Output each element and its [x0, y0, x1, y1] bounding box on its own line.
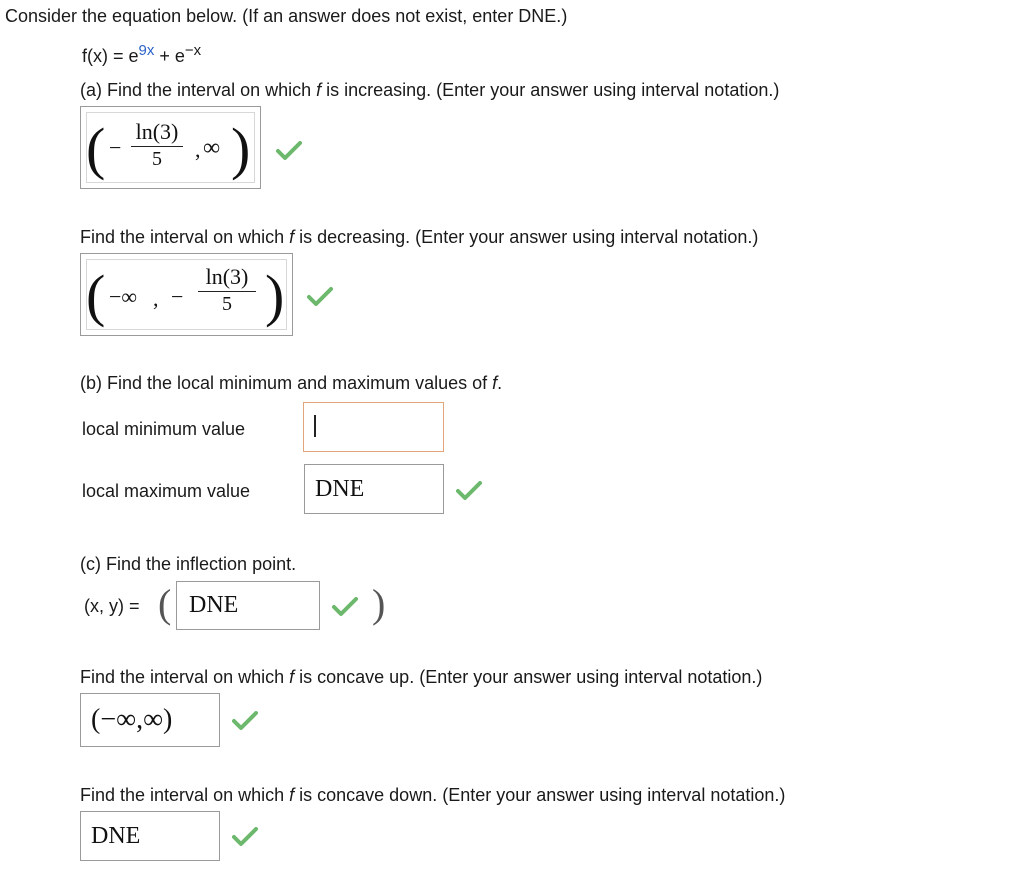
local-maximum-label: local maximum value — [82, 481, 251, 501]
minus-sign: − — [109, 135, 122, 160]
concave-down-answer-box[interactable] — [80, 811, 220, 861]
local-minimum-label: local minimum value — [82, 419, 246, 439]
fraction-ln3-over-5 — [129, 119, 185, 171]
function-definition — [82, 40, 201, 67]
check-icon — [456, 481, 482, 501]
check-icon — [332, 597, 358, 617]
text-cursor — [314, 415, 316, 437]
check-icon — [232, 827, 258, 847]
concave-down-prompt: Find the interval on which f is concave down. (Enter your answer using interval notation.) — [80, 785, 786, 805]
concave-up-answer-box[interactable] — [80, 693, 220, 747]
concave-up-value: (−∞,∞) — [91, 704, 173, 735]
close-paren: ) — [231, 116, 251, 181]
numerator: ln(3) — [135, 119, 179, 144]
neg-infinity: −∞ — [109, 284, 138, 309]
close-paren: ) — [265, 263, 285, 328]
extrema-prompt: (b) Find the local minimum and maximum values of f. — [80, 373, 503, 393]
comma: , — [153, 286, 159, 311]
concave-up-prompt: Find the interval on which f is concave up. (Enter your answer using interval notation.) — [80, 667, 763, 687]
inflection-point-value: DNE — [189, 592, 239, 618]
open-paren: ( — [86, 116, 106, 181]
denominator: 5 — [152, 148, 162, 170]
inflection-point-input[interactable] — [176, 581, 320, 630]
xy-label: (x, y) = — [84, 596, 140, 616]
close-paren: ) — [372, 581, 386, 626]
inflection-prompt: (c) Find the inflection point. — [80, 554, 297, 574]
numerator: ln(3) — [205, 264, 249, 289]
local-minimum-input[interactable] — [303, 402, 444, 452]
check-icon — [232, 711, 258, 731]
increasing-answer-box[interactable] — [80, 106, 261, 189]
fx-lhs: f(x) = e — [82, 46, 139, 66]
check-icon — [307, 287, 333, 307]
check-icon — [276, 141, 302, 161]
increasing-prompt: (a) Find the interval on which f is increasing. (Enter your answer using interval notation.) — [80, 80, 780, 100]
fraction-ln3-over-5 — [196, 264, 258, 316]
denominator: 5 — [222, 293, 232, 315]
exponent-9x: 9x — [138, 42, 155, 59]
open-paren: ( — [86, 263, 106, 328]
open-paren: ( — [158, 581, 172, 626]
exponent-neg-x: −x — [184, 42, 202, 59]
comma: , — [195, 137, 201, 162]
instruction-text: Consider the equation below. (If an answer does not exist, enter DNE.) — [5, 6, 568, 26]
decreasing-answer-box[interactable] — [80, 253, 293, 336]
local-maximum-value: DNE — [315, 476, 365, 502]
decreasing-prompt: Find the interval on which f is decreasing. (Enter your answer using interval notation.) — [80, 227, 759, 247]
minus-sign: − — [171, 284, 184, 309]
concave-down-value: DNE — [91, 823, 141, 849]
local-maximum-input[interactable] — [304, 464, 444, 514]
infinity-symbol: ∞ — [203, 135, 221, 161]
fx-plus: + e — [154, 46, 185, 66]
